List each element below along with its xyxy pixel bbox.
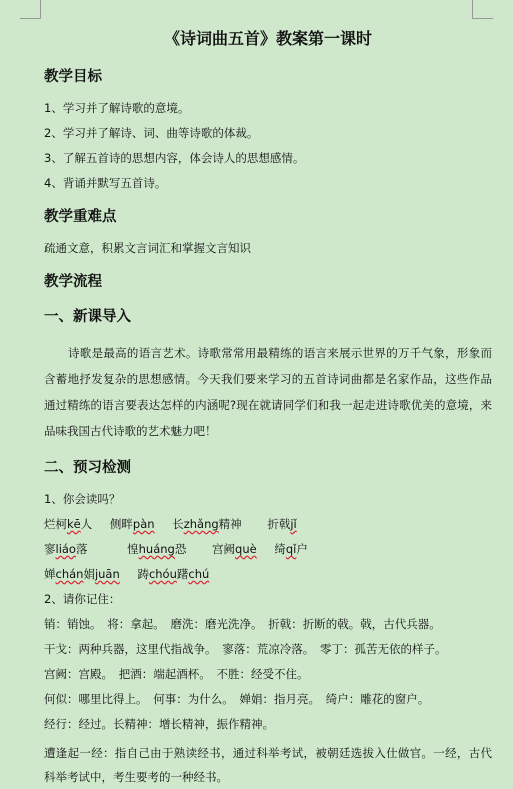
reading-row-3: [44, 566, 492, 582]
pinyin: què: [235, 542, 257, 556]
section-heading-difficulty: 教学重难点: [44, 209, 117, 225]
word: 折戟: [267, 517, 291, 531]
pinyin: pàn: [132, 517, 155, 531]
word: 躇: [176, 567, 189, 581]
word: 宫阙: [212, 542, 236, 556]
word: 人: [80, 517, 93, 531]
word: 踌: [137, 567, 149, 581]
word: 寥: [44, 542, 56, 556]
goal-item: 4、背诵并默写五首诗。: [44, 176, 167, 190]
word: 恐: [174, 542, 187, 556]
word: 烂柯: [44, 517, 67, 531]
word: 精神: [218, 517, 242, 531]
pinyin: jǐ: [290, 517, 297, 531]
reading-row-1: [44, 516, 492, 532]
definition-line: 经行：经过。长精神：增长精神，振作精神。: [44, 717, 274, 731]
definition-line: 销：销蚀。 将：拿起。 磨洗：磨光洗净。 折戟：折断的戟。戟，古代兵器。: [44, 617, 441, 631]
word: 侧畔: [109, 517, 133, 531]
intro-paragraph: 诗歌是最高的语言艺术。诗歌常常用最精练的语言来展示世界的万千气象，形象而含蓄地抒发复杂的思想感情。今天我们要来学习的五首诗词曲都是名家作品，这些作品通过精练的语言要表达怎样的内涵呢?现在就请同学们和我一起走进诗歌优美的意境，来品味我国古代诗歌的艺术魅力吧！: [44, 346, 492, 438]
page-corner-mark-right: [472, 0, 493, 19]
word: 长: [172, 517, 184, 531]
word: 绮: [274, 542, 286, 556]
definition-line: 干戈：两种兵器，这里代指战争。 寥落：荒凉冷落。 零丁：孤苦无依的样子。: [44, 642, 447, 656]
page-corner-mark-left: [20, 0, 41, 19]
pinyin: liáo: [55, 542, 76, 556]
difficulty-text: 疏通文意，积累文言词汇和掌握文言知识: [44, 241, 251, 255]
goal-item: 3、了解五首诗的思想内容，体会诗人的思想感情。: [44, 151, 305, 165]
section-heading-intro: 一、新课导入: [44, 309, 131, 325]
word: 户: [296, 542, 308, 556]
reading-row-2: [44, 541, 492, 557]
section-heading-flow: 教学流程: [44, 274, 102, 290]
pinyin: chóu: [148, 567, 177, 581]
pinyin: qǐ: [285, 542, 297, 556]
question-1: 1、你会读吗？: [44, 492, 121, 506]
pinyin: zhǎng: [183, 517, 219, 531]
word: 娟: [83, 567, 95, 581]
document-page: [44, 22, 492, 789]
definition-paragraph: 遭逢起一经：指自己由于熟读经书，通过科举考试，被朝廷选拔入仕做官。一经，古代科举考试中，考生要考的一种经书。: [44, 746, 492, 784]
section-heading-preview: 二、预习检测: [44, 460, 131, 476]
goal-item: 1、学习并了解诗歌的意境。: [44, 101, 190, 115]
pinyin: chán: [55, 567, 84, 581]
section-heading-goals: 教学目标: [44, 69, 102, 85]
word: 落: [75, 542, 88, 556]
word: 惶: [127, 542, 139, 556]
pinyin: kē: [67, 517, 81, 531]
page-title: 《诗词曲五首》教案第一课时: [163, 29, 372, 48]
definition-line: 何似：哪里比得上。 何事：为什么。 婵娟：指月亮。 绮户：雕花的窗户。: [44, 692, 430, 706]
pinyin: juān: [94, 567, 120, 581]
pinyin: huáng: [138, 542, 175, 556]
pinyin: chú: [188, 567, 210, 581]
question-2: 2、请你记住：: [44, 592, 121, 606]
definition-line: 宫阙：宫殿。 把酒：端起酒杯。 不胜：经受不住。: [44, 667, 309, 681]
word: 婵: [44, 567, 56, 581]
goal-item: 2、学习并了解诗、词、曲等诗歌的体裁。: [44, 126, 259, 140]
